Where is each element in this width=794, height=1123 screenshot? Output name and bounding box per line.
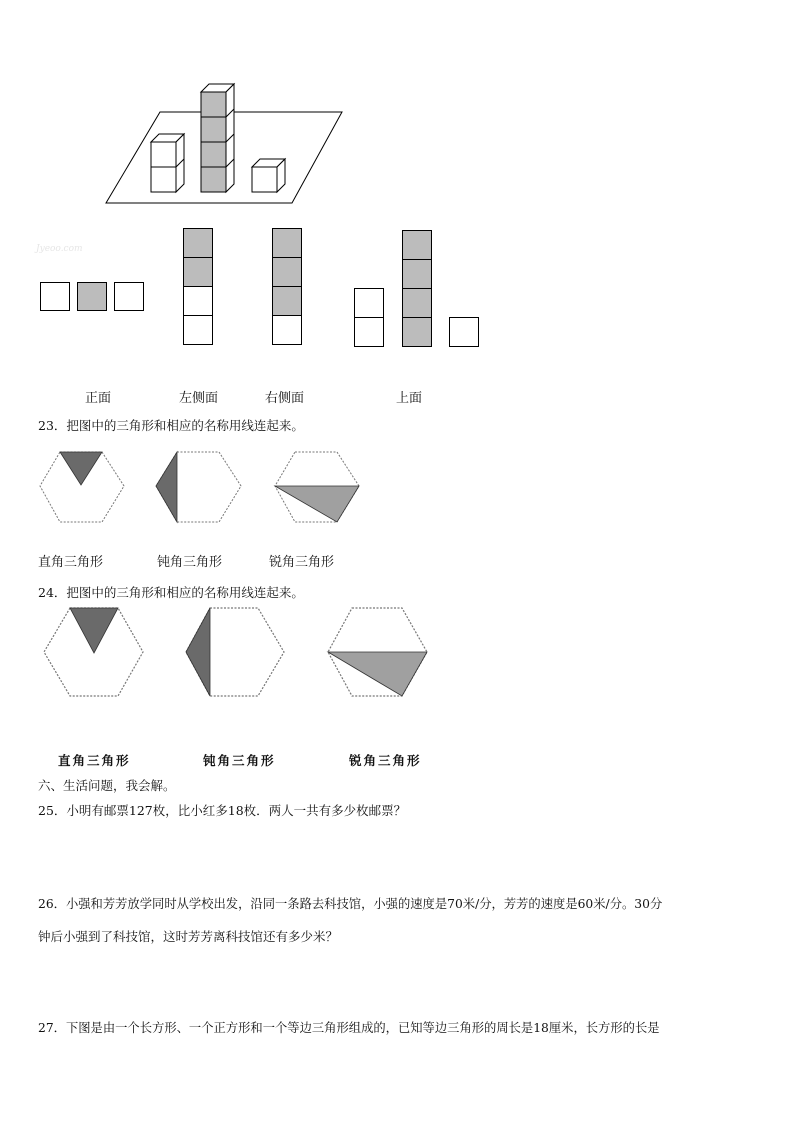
top-view-a-square-2	[354, 317, 384, 347]
q24-hexagon-acute-triangle	[328, 608, 427, 696]
q24-name-obtuse: 钝角三角形	[203, 753, 276, 768]
view-label-front: 正面	[85, 391, 112, 406]
cube-single-right	[252, 159, 285, 192]
question-27: 27．下图是由一个长方形、一个正方形和一个等边三角形组成的，已知等边三角形的周长是18厘米，长方形的长是	[38, 1021, 660, 1035]
q23-hexagons	[38, 448, 368, 528]
top-view-b-square-2	[402, 259, 432, 289]
cube-stack-figure	[100, 80, 350, 210]
top-view-b-square-1	[402, 230, 432, 260]
question-24: 24．把图中的三角形和相应的名称用线连起来。	[38, 585, 304, 600]
top-view-b-square-4	[402, 317, 432, 347]
q24-hexagon-obtuse-triangle	[186, 608, 284, 696]
right-view-square-3	[272, 286, 302, 316]
question-26-line-1: 26．小强和芳芳放学同时从学校出发，沿同一条路去科技馆，小强的速度是70米/分，芳芳的速度是60米/分。30分	[38, 897, 663, 911]
left-view-square-2	[183, 257, 213, 287]
q23-name-acute: 锐角三角形	[269, 555, 335, 570]
q23-hexagon-obtuse-triangle	[156, 452, 241, 522]
question-25: 25．小明有邮票127枚，比小红多18枚．两人一共有多少枚邮票？	[38, 803, 407, 818]
view-label-top: 上面	[396, 391, 423, 406]
right-view-square-2	[272, 257, 302, 287]
q23-name-obtuse: 钝角三角形	[157, 555, 223, 570]
top-view-b-square-3	[402, 288, 432, 318]
top-view-c-square-1	[449, 317, 479, 347]
q23-hexagon-right-triangle	[40, 452, 124, 522]
right-view-square-1	[272, 228, 302, 258]
top-view-a-square-1	[354, 288, 384, 318]
q23-name-right: 直角三角形	[38, 555, 104, 570]
front-view-square-1	[40, 282, 70, 311]
left-view-square-1	[183, 228, 213, 258]
left-view-square-3	[183, 286, 213, 316]
question-26-line-2: 钟后小强到了科技馆，这时芳芳离科技馆还有多少米？	[38, 929, 339, 944]
view-label-right: 右侧面	[265, 391, 305, 406]
cube-stack-middle	[201, 84, 234, 192]
q23-hexagon-acute-triangle	[275, 452, 359, 522]
left-view-square-4	[183, 315, 213, 345]
front-view-square-3	[114, 282, 144, 311]
q24-hexagons	[40, 606, 432, 700]
view-label-left: 左侧面	[179, 391, 219, 406]
cube-stack-left	[151, 134, 184, 192]
q24-name-acute: 锐角三角形	[349, 753, 422, 768]
q24-hexagon-right-triangle	[44, 608, 143, 696]
right-view-square-4	[272, 315, 302, 345]
watermark: Jyeoo.com	[36, 244, 83, 254]
question-23: 23．把图中的三角形和相应的名称用线连起来。	[38, 418, 304, 433]
front-view-square-2	[77, 282, 107, 311]
section-6-heading: 六、生活问题，我会解。	[38, 778, 176, 793]
q24-name-right: 直角三角形	[58, 753, 131, 768]
